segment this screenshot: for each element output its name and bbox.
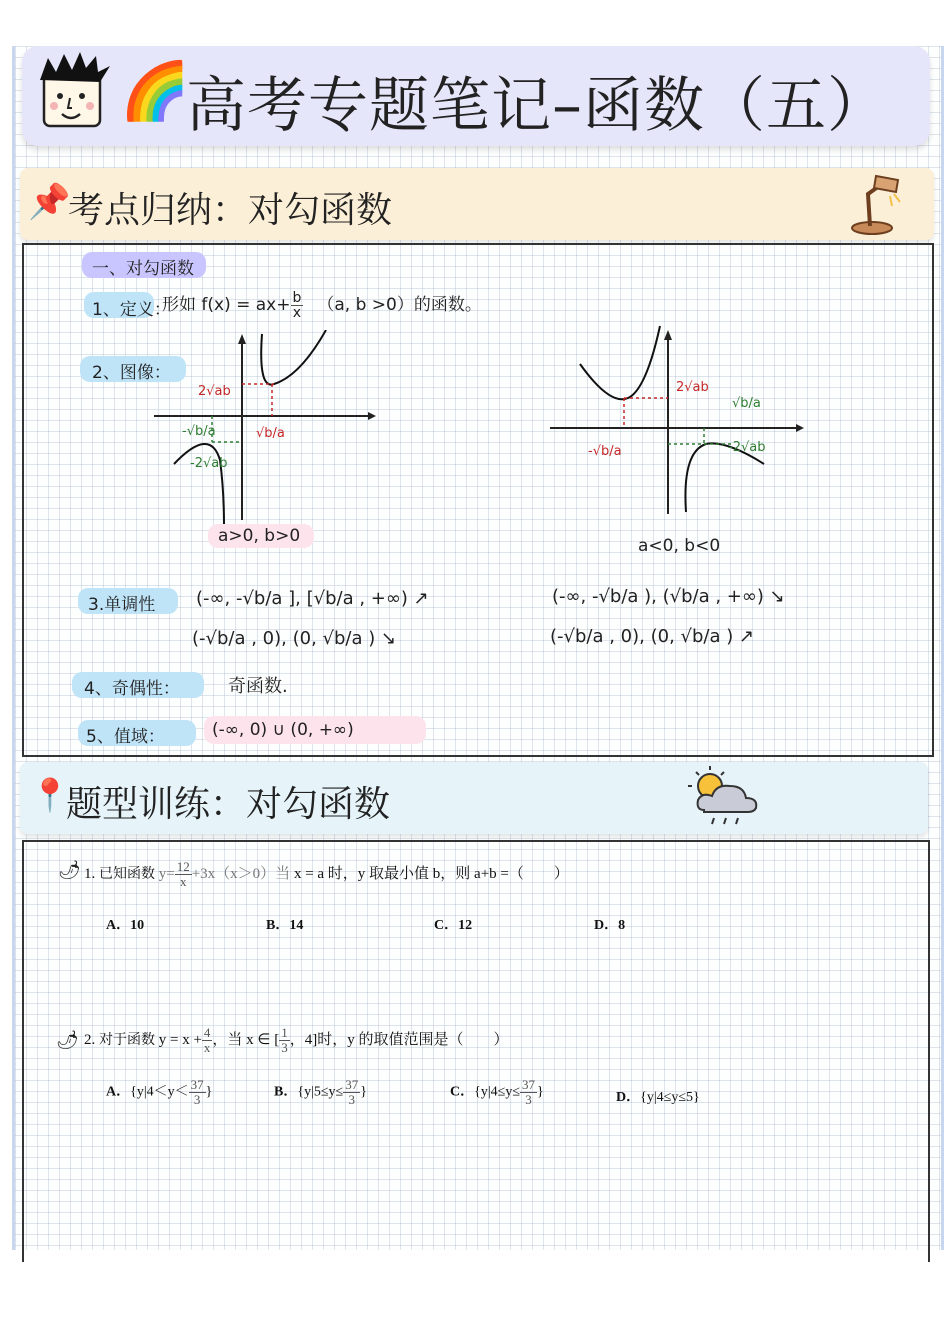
question-2 [84, 1026, 508, 1055]
parity-label: 4、奇偶性： [84, 679, 180, 699]
q2-option-b-close: } [360, 1084, 367, 1100]
chili-icon: 🌶 [56, 1030, 79, 1051]
q2-option-c[interactable] [450, 1078, 544, 1107]
graph-label: 2、图像： [92, 363, 171, 383]
definition-pre: 形如 f(x) = ax+ [162, 295, 291, 315]
left-label-neg-sqrt-ba: -√b/a [182, 424, 216, 439]
definition-label: 1、定义： [92, 300, 171, 320]
q2-frac-den: x [203, 1040, 211, 1055]
q2-option-c-close: } [537, 1084, 544, 1100]
q2-option-c-num: 37 [522, 1077, 536, 1092]
right-label-sqrt-ba: √b/a [732, 396, 761, 411]
title-emoji: 🌈 [120, 59, 190, 124]
section1-heading: 一、对勾函数 [92, 259, 194, 279]
q2-option-a[interactable] [106, 1078, 212, 1107]
question-1 [84, 860, 569, 889]
q2-option-a-num: 37 [190, 1077, 204, 1092]
definition-post: （a, b >0）的函数。 [317, 295, 482, 315]
q2-option-d[interactable] [616, 1086, 700, 1106]
left-graph-caption: a>0, b>0 [218, 526, 301, 546]
q2-option-b-text: {y|5≤y≤ [297, 1084, 344, 1100]
q2-int-num: 1 [281, 1025, 288, 1040]
q1-y: y= [158, 865, 175, 882]
desk-lamp-icon [846, 170, 906, 236]
q2-option-b-num: 37 [345, 1077, 359, 1092]
left-label-2sqrtab: 2√ab [198, 384, 231, 399]
q1-option-a[interactable]: A．10 [106, 918, 145, 933]
mono-right-1: (-∞, -√b/a ), (√b/a , +∞) ↘ [552, 586, 785, 607]
q2-option-c-label: C． [450, 1084, 475, 1100]
parity-value: 奇函数. [228, 676, 288, 697]
q1-pre: 已知函数 [99, 865, 155, 882]
q1-mid: +3x（x＞0）当 [191, 865, 291, 882]
left-label-sqrt-ba: √b/a [256, 426, 285, 441]
range-value: (-∞, 0) ∪ (0, +∞) [212, 720, 354, 740]
q2-option-a-close: } [205, 1084, 213, 1100]
location-pin-icon: 📍 [30, 776, 70, 814]
mono-left-1: (-∞, -√b/a ], [√b/a , +∞) ↗ [196, 588, 429, 609]
left-label-neg2sqrtab: -2√ab [190, 456, 228, 471]
range-label: 5、值域： [86, 727, 165, 747]
q2-mid: ，当 x ∈ [ [212, 1031, 280, 1048]
q2-num: 2. [84, 1031, 96, 1048]
graph-right [546, 322, 808, 518]
right-label-neg-sqrt-ba: -√b/a [588, 444, 622, 459]
definition-frac-num: b [292, 289, 302, 306]
mono-label: 3.单调性 [88, 595, 156, 615]
right-label-2sqrtab: 2√ab [676, 380, 709, 395]
chili-icon: 🌶 [58, 860, 81, 881]
definition-frac-den: x [292, 304, 302, 321]
definition-text [162, 290, 482, 320]
mono-right-2: (-√b/a , 0), (0, √b/a ) ↗ [550, 626, 755, 647]
pin-icon: 📌 [28, 182, 71, 222]
right-graph-caption: a<0, b<0 [638, 536, 721, 556]
q2-y: y = x + [158, 1031, 202, 1048]
q2-pre: 对于函数 [99, 1031, 155, 1048]
section2-title: 题型训练：对勾函数 [66, 784, 391, 825]
q2-option-a-den: 3 [193, 1092, 201, 1107]
page-title: 高考专题笔记–函数（五） [186, 71, 888, 141]
q1-option-d[interactable]: D．8 [594, 918, 626, 933]
q2-option-c-text: {y|4≤y≤ [474, 1084, 521, 1100]
q2-option-d-label: D． [616, 1090, 641, 1105]
cartoon-face-icon [34, 52, 114, 132]
q2-option-b-label: B． [274, 1084, 298, 1100]
q1-frac-num: 12 [176, 859, 190, 874]
q2-option-b-den: 3 [348, 1092, 355, 1107]
q2-frac-num: 4 [203, 1025, 211, 1040]
section1-title: 考点归纳：对勾函数 [68, 190, 393, 231]
q1-num: 1. [84, 865, 96, 882]
q2-option-b[interactable] [274, 1078, 367, 1107]
q2-option-c-den: 3 [525, 1092, 532, 1107]
sun-cloud-rain-icon [684, 764, 766, 830]
mono-left-2: (-√b/a , 0), (0, √b/a ) ↘ [192, 628, 397, 649]
q2-option-a-label: A． [106, 1084, 131, 1100]
q1-cond: x = a 时，y 取最小值 b，则 a+b =（ ） [293, 865, 569, 882]
q2-option-a-text: {y|4＜y＜ [130, 1084, 189, 1100]
right-label-neg2sqrtab: -2√ab [728, 440, 766, 455]
q2-post: ，4]时，y 的取值范围是（ ） [289, 1031, 509, 1048]
q1-option-c[interactable]: C．12 [434, 918, 473, 933]
q1-frac-den: x [179, 874, 187, 889]
q1-option-b[interactable]: B．14 [266, 918, 304, 933]
q2-int-den: 3 [281, 1040, 288, 1055]
q2-option-d-text: {y|4≤y≤5} [640, 1090, 700, 1105]
